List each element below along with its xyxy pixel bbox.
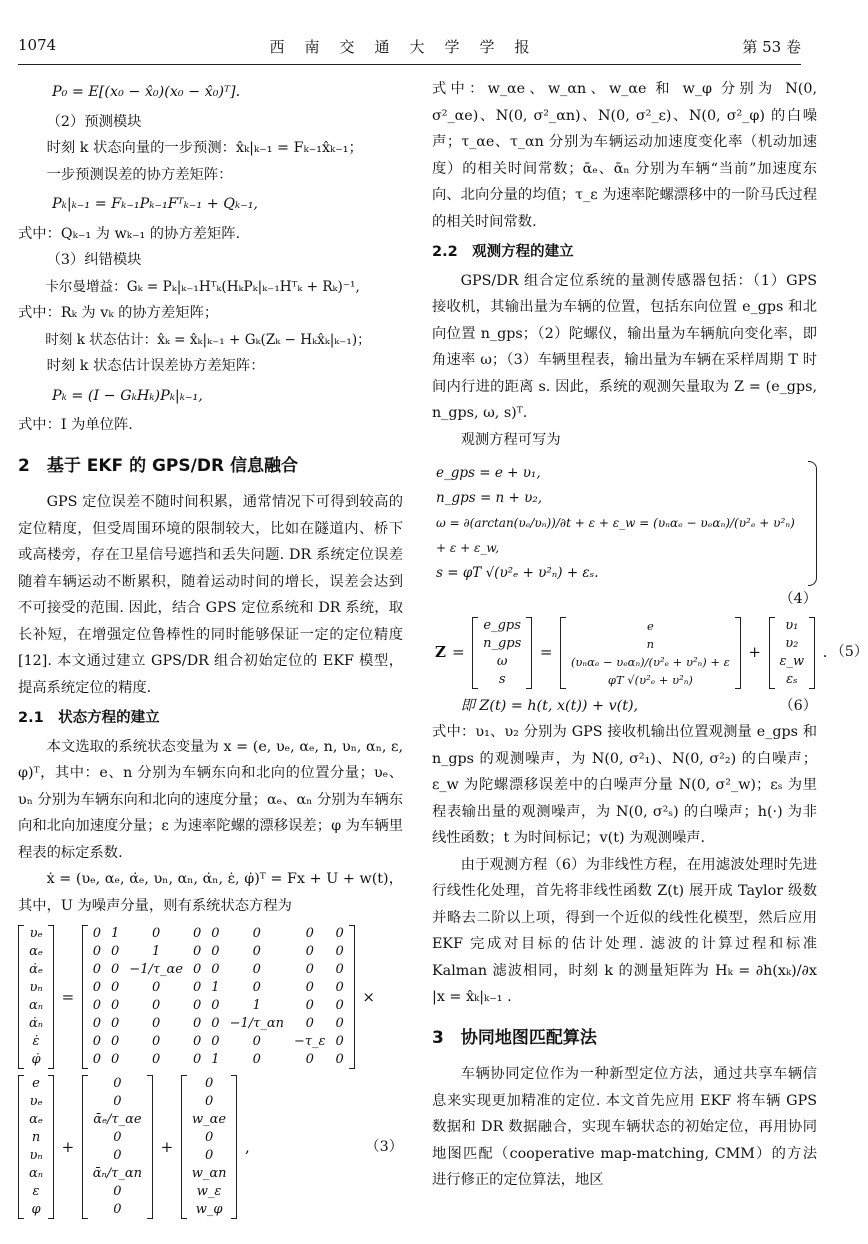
- f-matrix-entry: 0: [92, 1052, 102, 1067]
- running-header: [18, 30, 801, 62]
- lhs-vector: [18, 925, 54, 1069]
- h-entry: φT √(υ²ₑ + υ²ₙ): [607, 672, 693, 687]
- f-matrix-entry: 0: [111, 980, 120, 995]
- u-entry: 0: [113, 1202, 122, 1217]
- w-entry: w_αn: [191, 1166, 227, 1181]
- f-matrix-entry: 0: [92, 944, 102, 959]
- f-matrix-entry: 0: [211, 926, 220, 941]
- f-matrix-entry: 0: [211, 944, 220, 959]
- lhs-entry: φ̇: [31, 1052, 41, 1067]
- w-entry: w_ε: [196, 1184, 222, 1199]
- observation-system: [436, 461, 817, 586]
- section-2-2-heading: 2.2 观测方程的建立: [432, 244, 574, 260]
- observation-matrix-eq: Z = e_gps n_gps ω s = e n (υₙαₑ − υₑαₙ)/(υ²ₑ + υ²ₙ) + ε φT √(υ²ₑ + υ²ₙ) + υ₁ υ₂ ε_w εₛ . （5）: [435, 617, 868, 687]
- f-matrix-entry: 0: [111, 998, 120, 1013]
- u-entry: 0: [113, 1148, 122, 1163]
- f-matrix-entry: 0: [335, 926, 344, 941]
- f-matrix-entry: 0: [92, 1016, 102, 1031]
- f-matrix-entry: 1: [252, 998, 261, 1013]
- f-matrix-entry: 1: [111, 926, 120, 941]
- f-matrix-entry: 0: [252, 962, 261, 977]
- f-matrix-entry: −τ_ε: [293, 1034, 326, 1049]
- x-entry: e: [32, 1076, 40, 1091]
- lhs-entry: α̇ₙ: [29, 1016, 44, 1031]
- x-vector: [18, 1075, 54, 1219]
- f-matrix-entry: 0: [193, 962, 202, 977]
- paragraph: GPS/DR 组合定位系统的量测传感器包括：（1）GPS 接收机，其输出量为车辆的位置，包括东向位置 e_gps 和北向位置 n_gps；（2）陀螺仪，输出量为车辆航向变化率，即角速率 ω；（3）车辆里程表，输出量为车辆在采样周期 T 时间内行进的距离 s. 因此，系统的观测矢量取为 Z = (e_gps, n_gps, ω, s)ᵀ.: [432, 272, 817, 421]
- f-matrix-entry: 0: [193, 1052, 202, 1067]
- u-entry: 0: [113, 1094, 122, 1109]
- f-matrix-entry: 0: [305, 980, 314, 995]
- paragraph: 观测方程可写为: [460, 431, 561, 448]
- section-2-1-heading: 2.1 状态方程的建立: [18, 710, 160, 726]
- w-entry: 0: [204, 1148, 214, 1163]
- f-matrix-entry: 0: [92, 926, 102, 941]
- f-matrix-entry: 0: [152, 998, 161, 1013]
- text-line: 式中：I 为单位阵.: [18, 417, 133, 433]
- lhs-entry: ε̇: [32, 1034, 40, 1049]
- f-matrix-entry: 0: [193, 998, 202, 1013]
- equation-pkk: Pₖ|ₖ₋₁ = Fₖ₋₁Pₖ₋₁Fᵀₖ₋₁ + Qₖ₋₁,: [52, 196, 258, 212]
- lhs-entry: αₑ: [29, 944, 43, 959]
- u-entry: 0: [113, 1184, 122, 1199]
- f-matrix-entry: 0: [335, 1034, 344, 1049]
- f-matrix-entry: 1: [211, 980, 220, 995]
- obs-eq-2: n_gps = n + υ₂,: [436, 490, 543, 506]
- f-matrix-entry: 0: [111, 1052, 120, 1067]
- lhs-entry: α̇ₑ: [29, 962, 43, 977]
- f-matrix-entry: 0: [111, 1016, 120, 1031]
- f-matrix-entry: 0: [305, 962, 314, 977]
- paragraph: 式中：w_αe、w_αn、w_αe 和 w_φ 分别为 N(0, σ²_αe)、N(0, σ²_αn)、N(0, σ²_ε)、N(0, σ²_φ) 的白噪声；τ_αe、τ_αn 分别为车辆运动加速度变化率（机动加速度）的相关时间常数；ᾱₑ、ᾱₙ 分别为车辆“当前”加速度东向、北向分量的均值；τ_ε 为速率陀螺漂移中的一阶马氏过程的相关时间常数.: [432, 81, 817, 230]
- header-rule: [18, 64, 801, 65]
- f-matrix-entry: 0: [305, 1016, 314, 1031]
- f-matrix-entry: 0: [335, 962, 344, 977]
- f-matrix-entry: 1: [152, 944, 161, 959]
- f-matrix-entry: 0: [193, 926, 202, 941]
- u-entry: ᾱₙ/τ_αn: [92, 1166, 143, 1181]
- kalman-gain-line: 卡尔曼增益：Gₖ = Pₖ|ₖ₋₁Hᵀₖ(HₖPₖ|ₖ₋₁Hᵀₖ + Rₖ)⁻¹,: [45, 278, 360, 295]
- f-matrix-entry: 0: [111, 944, 120, 959]
- h-entry: n: [646, 636, 655, 651]
- section-2-heading: 2 基于 EKF 的 GPS/DR 信息融合: [18, 455, 298, 476]
- volume-label: 第 53 卷: [742, 38, 801, 56]
- f-matrix-entry: 0: [252, 944, 261, 959]
- x-entry: αₑ: [29, 1112, 43, 1127]
- subheading-predict: （2）预测模块: [46, 113, 142, 130]
- f-matrix-entry: 0: [335, 998, 344, 1013]
- h-entry: e: [646, 618, 654, 633]
- f-matrix-entry: 0: [335, 1016, 344, 1031]
- f-matrix-entry: 0: [92, 998, 102, 1013]
- u-entry: 0: [113, 1130, 122, 1145]
- obs-eq-4: s = φT √(υ²ₑ + υ²ₙ) + εₛ.: [436, 565, 599, 581]
- paragraph: GPS 定位误差不随时间积累，通常情况下可得到较高的定位精度，但受周围环境的限制较大，比如在隧道内、桥下或高楼旁，存在卫星信号遮挡和丢失问题. DR 系统定位误差随着车辆运动不断累积，随着运动时间的增长，误差会达到不可接受的范围. 因此，结合 GPS 定位系统和 DR 系统，取长补短，在增强定位鲁棒性的同时能够保证一定的定位精度[12]. 本文通过建立 GPS/DR 组合初始定位的 EKF 模型，提高系统定位的精度.: [18, 494, 403, 696]
- paragraph: 式中：υ₁、υ₂ 分别为 GPS 接收机输出位置观测量 e_gps 和 n_gps 的观测噪声，为 N(0, σ²₁)、N(0, σ²₂) 的白噪声；ε_w 为陀螺漂移误差中的白噪声分量 N(0, σ²_w)；εₛ 为里程表输出量的观测噪声，为 N(0, σ²ₛ) 的白噪声；h(·) 为非线性函数；t 为时间标记；v(t) 为观测噪声.: [432, 724, 817, 846]
- text-line: 式中：Rₖ 为 vₖ 的协方差矩阵；: [18, 305, 219, 321]
- f-matrix-entry: 0: [152, 926, 161, 941]
- equation-number-3: （3）: [365, 1138, 403, 1155]
- u-vector: [82, 1075, 153, 1219]
- noise-entry: ε_w: [779, 653, 805, 669]
- f-matrix-entry: 0: [152, 1016, 161, 1031]
- f-matrix-entry: 0: [111, 962, 120, 977]
- f-matrix-entry: 0: [152, 1052, 161, 1067]
- f-matrix-entry: 0: [252, 1034, 261, 1049]
- w-vector: [181, 1075, 238, 1219]
- equation-6: 即 Z(t) = h(t, x(t)) + v(t),: [460, 697, 639, 714]
- paragraph: 由于观测方程（6）为非线性方程，在用滤波处理时先进行线性化处理，首先将非线性函数 Z(t) 展开成 Taylor 级数并略去二阶以上项，得到一个近似的线性化模型，然后应用 EKF 完成对目标的估计处理. 滤波的计算过程和标准 Kalman 滤波相同，时刻 k 的测量矩阵为 Hₖ = ∂h(xₖ)/∂x |x = x̂ₖ|ₖ₋₁ .: [432, 856, 817, 1005]
- obs-eq-1: e_gps = e + υ₁,: [436, 465, 541, 481]
- x-entry: ε: [32, 1184, 40, 1199]
- f-matrix-entry: −1/τ_αe: [129, 962, 184, 977]
- w-entry: 0: [204, 1130, 214, 1145]
- f-matrix-entry: 0: [335, 1052, 344, 1067]
- f-matrix-entry: 0: [111, 1034, 120, 1049]
- page-number: 1074: [18, 36, 57, 54]
- f-matrix-entry: 0: [193, 980, 202, 995]
- z-entry: s: [498, 671, 506, 687]
- text-line: 时刻 k 状态向量的一步预测：x̂ₖ|ₖ₋₁ = Fₖ₋₁x̂ₖ₋₁；: [46, 140, 363, 156]
- right-column: [432, 76, 868, 1194]
- noise-entry: υ₂: [785, 635, 799, 651]
- noise-entry: υ₁: [785, 617, 799, 633]
- f-matrix-entry: 0: [211, 1034, 220, 1049]
- f-matrix-entry: 0: [92, 980, 102, 995]
- z-entry: e_gps: [483, 617, 521, 633]
- u-entry: 0: [113, 1076, 122, 1091]
- f-matrix-entry: 0: [252, 1052, 261, 1067]
- text-line: 一步预测误差的协方差矩阵：: [46, 166, 233, 183]
- equation-number-4: （4）: [779, 591, 817, 607]
- equation-p0: P₀ = E[(x₀ − x̂₀)(x₀ − x̂₀)ᵀ].: [52, 84, 241, 100]
- w-entry: 0: [204, 1076, 214, 1091]
- z-vector: [472, 617, 532, 689]
- f-matrix-entry: 1: [211, 1052, 220, 1067]
- subheading-correct: （3）纠错模块: [46, 252, 142, 268]
- lhs-entry: υₙ: [29, 980, 43, 995]
- z-entry: n_gps: [483, 635, 522, 651]
- f-matrix-entry: 0: [92, 1034, 102, 1049]
- equation-6-row: [461, 693, 817, 720]
- noise-vector: [769, 617, 816, 689]
- f-matrix-entry: 0: [305, 944, 314, 959]
- paragraph: 本文选取的系统状态变量为 x = (e, υₑ, αₑ, n, υₙ, αₙ, ε, φ)ᵀ，其中：e、n 分别为车辆东向和北向的位置分量；υₑ、υₙ 分别为车辆东向和北向的速度分量；αₑ、αₙ 分别为车辆东向和北向加速度分量；ε 为速率陀螺的漂移误差；φ 为车辆里程表的标定系数.: [18, 738, 403, 861]
- text-line: 时刻 k 状态估计误差协方差矩阵：: [46, 358, 265, 374]
- f-matrix-entry: 0: [335, 980, 344, 995]
- f-matrix-entry: 0: [211, 962, 220, 977]
- lhs-entry: υₑ: [29, 926, 43, 941]
- u-entry: ᾱₑ/τ_αe: [93, 1112, 142, 1127]
- paragraph: ẋ = (υₑ, αₑ, α̇ₑ, υₙ, αₙ, α̇ₙ, ε̇, φ̇)ᵀ = Fx + U + w(t)，其中，U 为噪声分量，则有系统状态方程为: [18, 871, 403, 914]
- state-estimate-line: 时刻 k 状态估计：x̂ₖ = x̂ₖ|ₖ₋₁ + Gₖ(Zₖ − Hₖx̂ₖ|ₖ₋₁)；: [45, 331, 371, 348]
- z-entry: ω: [496, 653, 508, 669]
- state-equation-row2: e υₑ αₑ n υₙ αₙ ε φ + 0 0 ᾱₑ/τ_αe 0 0 ᾱₙ/τ_αn 0 0 + 0 0 w_αe 0 0 w_αn w_ε w_φ , （3）: [18, 1075, 403, 1219]
- f-matrix-entry: 0: [193, 1034, 202, 1049]
- x-entry: n: [31, 1130, 41, 1145]
- equation-number-5: （5）: [830, 644, 868, 661]
- f-matrix-entry: 0: [211, 1016, 220, 1031]
- h-entry: (υₙαₑ − υₑαₙ)/(υ²ₑ + υ²ₙ) + ε: [570, 654, 730, 669]
- equation-pk: Pₖ = (I − GₖHₖ)Pₖ|ₖ₋₁,: [52, 387, 203, 404]
- f-matrix-entry: 0: [335, 944, 344, 959]
- f-matrix-entry: 0: [305, 926, 314, 941]
- f-matrix-entry: −1/τ_αn: [229, 1016, 284, 1031]
- x-entry: υₑ: [29, 1094, 43, 1109]
- w-entry: w_αe: [192, 1112, 227, 1127]
- x-entry: φ: [31, 1202, 41, 1217]
- section-3-heading: 3 协同地图匹配算法: [432, 1027, 597, 1048]
- f-matrix-entry: 0: [152, 1034, 161, 1049]
- h-vector: [560, 617, 741, 689]
- lhs-entry: αₙ: [29, 998, 44, 1013]
- f-matrix-entry: 0: [252, 926, 261, 941]
- f-matrix-entry: 0: [193, 1016, 202, 1031]
- left-column: [18, 76, 403, 1225]
- state-equation-row1: υₑ αₑ α̇ₑ υₙ αₙ α̇ₙ ε̇ φ̇ = 0 1 0 0 0 0 0 0 0 0 1 0 0 0 0 0 0 0 −1/τ_αe 0 0 0 0 0 0 0 0 0 1 0 0 0 0 0 0 0 0 1 0 0 0 0 0 0 0 −1/τ_αn 0 0 0 0 0 0 0 0 −τ_ε 0 0 0 0 0 1 0 0 0 ×: [18, 925, 403, 1069]
- x-entry: υₙ: [29, 1148, 43, 1163]
- f-matrix-entry: 0: [252, 980, 261, 995]
- w-entry: 0: [204, 1094, 214, 1109]
- obs-eq-3: ω = ∂(arctan(υₑ/υₙ))/∂t + ε + ε_w = (υₙαₑ − υₑαₙ)/(υ²ₑ + υ²ₙ) + ε + ε_w,: [436, 516, 795, 555]
- f-matrix-entry: 0: [305, 998, 314, 1013]
- w-entry: w_φ: [195, 1202, 223, 1217]
- f-matrix: [82, 925, 355, 1069]
- x-entry: αₙ: [29, 1166, 44, 1181]
- text-line: 式中：Qₖ₋₁ 为 wₖ₋₁ 的协方差矩阵.: [18, 225, 241, 242]
- noise-entry: εₛ: [786, 671, 798, 687]
- f-matrix-entry: 0: [193, 944, 202, 959]
- f-matrix-entry: 0: [152, 980, 161, 995]
- f-matrix-entry: 0: [92, 962, 102, 977]
- f-matrix-entry: 0: [211, 998, 220, 1013]
- paragraph: 车辆协同定位作为一种新型定位方法，通过共享车辆信息来实现更加精准的定位. 本文首先应用 EKF 将车辆 GPS 数据和 DR 数据融合，实现车辆状态的初始定位，再用协同地图匹配（cooperative map-matching, CMM）的方法进行修正的定位算法，地区: [432, 1066, 817, 1188]
- equation-number-6: （6）: [779, 697, 817, 714]
- f-matrix-entry: 0: [305, 1052, 314, 1067]
- journal-name: 西南交通大学学报: [269, 38, 550, 56]
